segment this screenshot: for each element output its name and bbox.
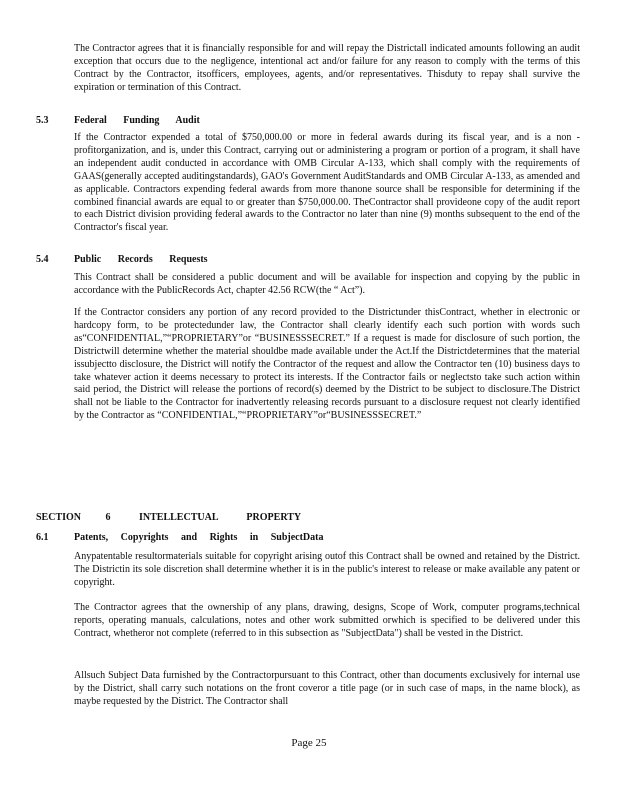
- section-6-heading: [36, 512, 301, 523]
- section-5-3-number: 5.3: [36, 115, 49, 126]
- section-6-1-title: Patents, Copyrights and Rights in SubjectData: [74, 532, 324, 543]
- page-number: Page 25: [291, 737, 327, 749]
- paragraph-subject-data-notations: Allsuch Subject Data furnished by the Contractorpursuant to this Contract, other than documents exclusively for internal use by the District, shall carry such notations on the front coveror a title page (or in such case of maps, in the name block), as maybe requested by the District. The Contractor shall: [74, 670, 580, 707]
- section-5-4-number: 5.4: [36, 254, 49, 265]
- paragraph-audit-repayment: The Contractor agrees that it is financially responsible for and will repay the Districtall indicated amounts following an audit exception that occurs due to the negligence, intentional act and/or failure for any reason to comply with the terms of this Contract by the Contractor, itsofficers, employees, agents, and/or representatives. Thisduty to repay shall survive the expiration or termination of this Contract.: [74, 43, 580, 93]
- paragraph-confidential-records: If the Contractor considers any portion of any record provided to the Districtunder thisContract, whether in electronic or hardcopy form, to be protectedunder law, the Contractor shall clearly identify each such portion with words such as“CONFIDENTIAL,”“PROPRIETARY”or “BUSINESSSECRET.” If a request is made for disclosure of such portion, the Districtwill determine whether the material shouldbe made available under the Act.If the Districtdetermines that the material issubjectto disclosure, the District will notify the Contractor of the request and allow the Contractor ten (10) business days to take whatever action it deems necessary to protect its interests. If the Contractor fails or neglectsto take such action within said period, the District will release the portions of record(s) deemed by the District to be subject to disclosure.The District shall not be liable to the Contractor for inadvertently releasing records pursuant to a disclosure request not clearly identified by the Contractor as “CONFIDENTIAL,”“PROPRIETARY”or“BUSINESSSECRET.”: [74, 307, 580, 422]
- section-5-3-title: Federal Funding Audit: [74, 115, 200, 126]
- section-label: SECTION: [36, 512, 82, 523]
- paragraph-patentable-results: Anypatentable resultormaterials suitable for copyright arising outof this Contract shall be owned and retained by the District. The Districtin its sole discretion shall determine whether it is in the public's interest to release or make available any patent or copyright.: [74, 551, 580, 588]
- section-6-title: INTELLECTUAL PROPERTY: [139, 512, 302, 523]
- paragraph-federal-funding-audit: If the Contractor expended a total of $750,000.00 or more in federal awards during its fiscal year, and is a non -profitorganization, and is, under this Contract, carrying out or administering a program or portion of a program, it shall have an independent audit conducted in accordance with OMB Circular A-133, which shall comply with the requirements of GAAS(generally accepted auditingstandards), GAO's Government AuditStandards and OMB Circular A-133, as amended and as applicable. Contractors expending federal awards from more thanone source shall be responsible for determining if the combined financial awards are equal to or greater than $750,000.00. TheContractor shall provideone copy of the audit report to each District division providing federal awards to the Contractor no later than nine (9) months subsequent to the end of the Contractor's fiscal year.: [74, 132, 580, 234]
- section-6-1-number: 6.1: [36, 532, 49, 543]
- section-6-number: 6: [105, 512, 111, 523]
- paragraph-public-document: This Contract shall be considered a public document and will be available for inspection and copying by the public in accordance with the PublicRecords Act, chapter 42.56 RCW(the “ Act”).: [74, 272, 580, 296]
- section-5-4-title: Public Records Requests: [74, 254, 208, 265]
- paragraph-subject-data-ownership: The Contractor agrees that the ownership of any plans, drawing, designs, Scope of Work, computer programs,technical reports, operating manuals, calculations, notes and other work submitted orwhich is specified to be delivered under this Contract, whetheror not complete (referred to in this subsection as "SubjectData") shall be vested in the District.: [74, 602, 580, 639]
